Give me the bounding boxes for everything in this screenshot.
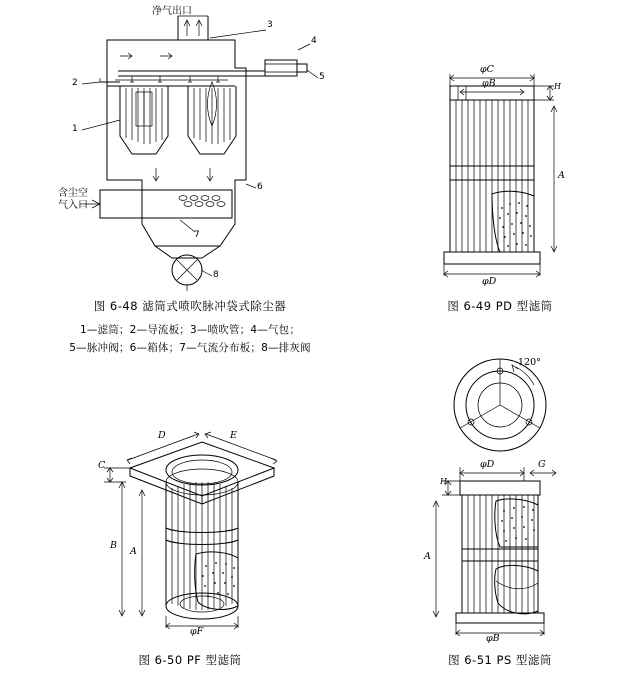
label-dusty-air-inlet-line1: 含尘空: [58, 188, 88, 199]
dim-phi-d-ps: φD: [480, 459, 495, 470]
dim-d: D: [158, 430, 166, 441]
legend-6-48-line2: 5—脉冲阀；6—箱体；7—气流分布板；8—排灰阀: [69, 342, 311, 354]
dim-g: G: [538, 459, 546, 470]
figure-6-48-drawing: [60, 8, 330, 293]
callout-3: 3: [267, 20, 273, 30]
dim-c: C: [98, 460, 106, 471]
pf-cartridge-svg: [70, 420, 320, 640]
caption-6-49: 图 6-49 PD 型滤筒: [447, 299, 553, 313]
dim-b: B: [110, 540, 117, 551]
callout-4: 4: [311, 36, 317, 46]
callout-8: 8: [213, 270, 219, 280]
dim-e: E: [230, 430, 237, 441]
callout-1: 1: [72, 124, 78, 134]
figure-6-50-drawing: [70, 420, 320, 640]
dim-phi-b: φB: [486, 633, 500, 644]
dim-a-ps: A: [424, 551, 431, 562]
collector-svg: [60, 8, 330, 293]
dim-phi-b: φB: [482, 78, 496, 89]
caption-6-50: 图 6-50 PF 型滤筒: [138, 653, 242, 667]
caption-6-51: 图 6-51 PS 型滤筒: [448, 653, 552, 667]
dim-h-ps: H: [440, 477, 447, 486]
callout-7: 7: [194, 230, 200, 240]
dim-h: H: [554, 82, 561, 91]
callout-5: 5: [319, 72, 325, 82]
dim-a-pf: A: [130, 546, 137, 557]
label-dusty-air-inlet-line2: 气入口: [58, 200, 88, 211]
figure-6-51-drawing: [400, 355, 600, 644]
legend-6-48-line1: 1—滤筒；2—导流板；3—喷吹管；4—气包；: [79, 324, 301, 336]
pd-cartridge-svg: [420, 62, 580, 292]
ps-cartridge-svg: [400, 355, 600, 640]
caption-6-48: 图 6-48 滤筒式喷吹脉冲袋式除尘器: [93, 299, 287, 313]
callout-2: 2: [72, 78, 78, 88]
figure-6-49-drawing: [420, 62, 580, 292]
dim-phi-f: φF: [190, 626, 204, 637]
callout-6: 6: [257, 182, 263, 192]
dim-phi-d: φD: [482, 276, 497, 287]
dim-a: A: [558, 170, 565, 181]
label-clean-air-outlet: 净气出口: [152, 6, 192, 17]
dim-120-deg: 120°: [518, 357, 541, 368]
dim-phi-c: φC: [480, 64, 494, 75]
